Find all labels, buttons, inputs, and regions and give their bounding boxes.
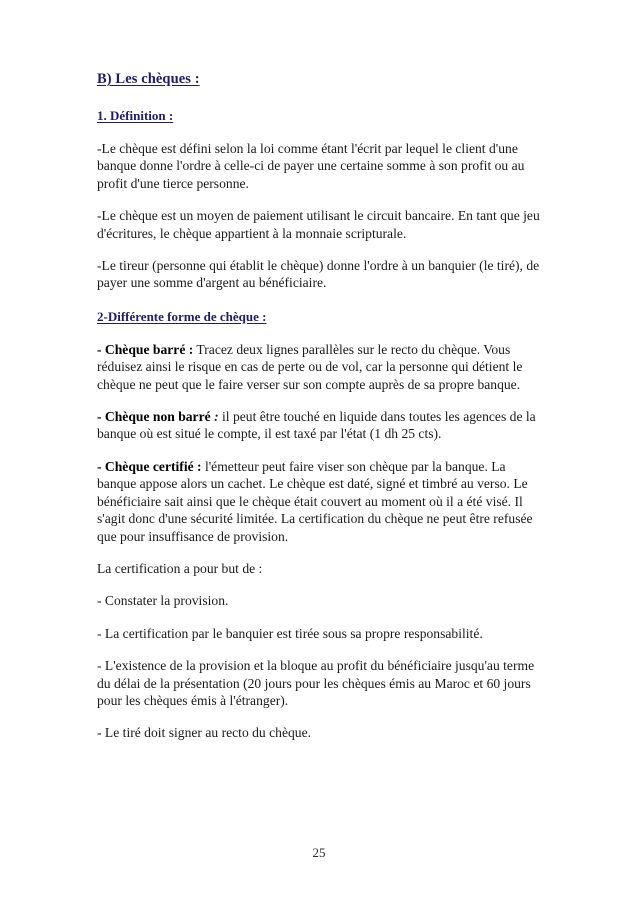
spacer	[97, 577, 541, 592]
spacer	[97, 610, 541, 625]
paragraph-cheque-non-barre	[97, 408, 541, 443]
spacer	[97, 545, 541, 560]
document-body	[97, 70, 541, 742]
bullet-responsabilite-banquier: - La certification par le banquier est tirée sous sa propre responsabilité.	[97, 625, 483, 641]
heading-les-cheques-text: B) Les chèques :	[97, 71, 200, 87]
heading-les-cheques	[97, 70, 541, 88]
label-cheque-barre: - Chèque barré :	[97, 341, 194, 357]
label-cheque-non-barre: - Chèque non barré	[97, 409, 211, 425]
spacer	[97, 443, 541, 458]
spacer	[97, 242, 541, 257]
paragraph-certification-intro: La certification a pour but de :	[97, 560, 263, 576]
text-cheque-barre: Tracez deux lignes parallèles sur le recto du chèque. Vous réduisez ainsi le risque en cas de perte ou de vol, car la personne qui détient le chèque ne peut que le faire verser sur son compte auprès de sa propre banque.	[97, 341, 523, 392]
paragraph-definition-3: -Le tireur (personne qui établit le chèque) donne l'ordre à un banquier (le tiré), de payer une somme d'argent au bénéficiaire.	[97, 258, 540, 291]
text-cheque-non-barre: il peut être touché en liquide dans toutes les agences de la banque où est situé le compte, il est taxé par l'état (1 dh 25 cts).	[97, 409, 536, 442]
paragraph-definition-1: -Le chèque est défini selon la loi comme étant l'écrit par lequel le client d'une banque donne l'ordre à celle-ci de payer une certaine somme à son profit ou au profit d'une tierce personne.	[97, 141, 525, 191]
paragraph-definition-2: -Le chèque est un moyen de paiement utilisant le circuit bancaire. En tant que jeu d'écritures, le chèque appartient à la monnaie scripturale.	[97, 208, 540, 241]
text-cheque-certifie: l'émetteur peut faire viser son chèque par la banque. La banque appose alors un cachet. Le chèque est daté, signé et timbré au verso. Le bénéficiaire sait ainsi que le chèque était couvert au moment où il a été visé. Il s'agit donc d'une sécurité limitée. La certification du chèque ne peut être refusée que pour insuffisance de provision.	[97, 458, 533, 544]
paragraph-cheque-barre	[97, 341, 541, 393]
heading-differentes-formes	[97, 308, 541, 325]
spacer	[97, 393, 541, 408]
spacer	[97, 192, 541, 207]
page-number: 25	[312, 845, 326, 860]
bullet-signature-recto: - Le tiré doit signer au recto du chèque.	[97, 725, 312, 741]
heading-definition	[97, 107, 541, 124]
label-cheque-non-barre-colon: :	[210, 409, 219, 425]
spacer	[97, 88, 541, 107]
label-cheque-certifie: - Chèque certifié :	[97, 458, 202, 474]
bullet-existence-provision: - L'existence de la provision et la bloque au profit du bénéficiaire jusqu'au terme du délai de la présentation (20 jours pour les chèques émis au Maroc et 60 jours pour les chèques émis à l'étranger).	[97, 658, 535, 708]
spacer	[97, 124, 541, 140]
spacer	[97, 642, 541, 657]
spacer	[97, 709, 541, 724]
heading-differentes-formes-text: 2-Différente forme de chèque :	[97, 308, 267, 324]
spacer	[97, 292, 541, 308]
heading-definition-text: 1. Définition :	[97, 108, 174, 123]
paragraph-cheque-certifie	[97, 458, 541, 545]
spacer	[97, 325, 541, 341]
bullet-constater-provision: - Constater la provision.	[97, 593, 229, 609]
